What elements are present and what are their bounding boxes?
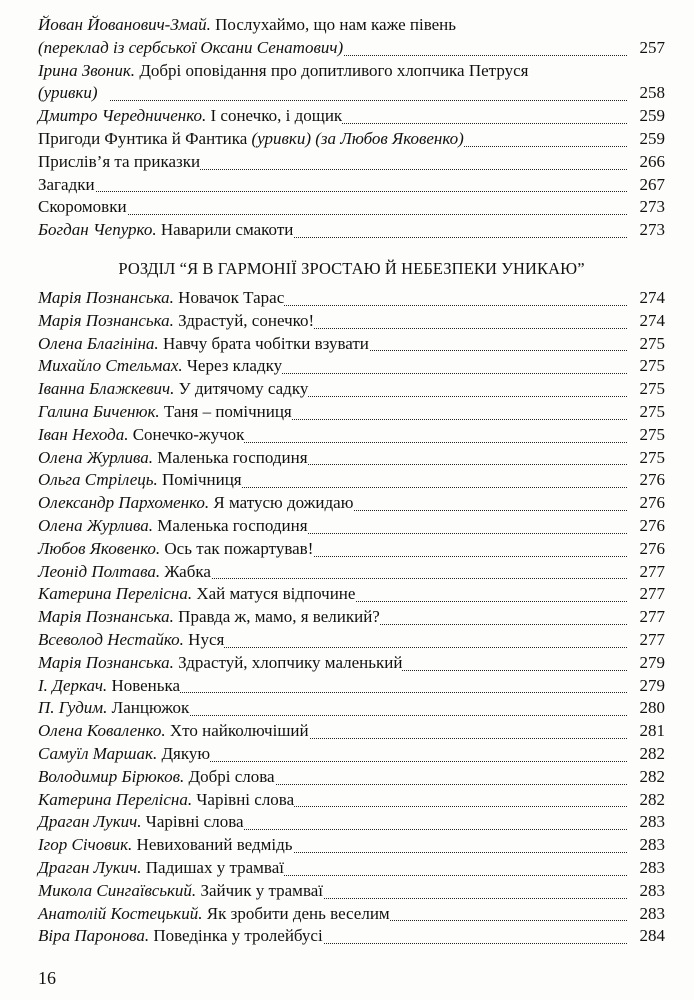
toc-entry	[38, 811, 665, 834]
entry-title: Ланцюжок	[107, 698, 190, 718]
toc-entry	[38, 447, 665, 470]
entry-title: Через кладку	[182, 356, 283, 376]
entry-title: Новенька	[107, 675, 181, 695]
entry-page-number: 275	[640, 424, 666, 447]
entry-text	[38, 720, 623, 743]
toc-entry	[38, 333, 665, 356]
entry-author: Марія Познанська.	[38, 607, 174, 627]
entry-page-number: 283	[640, 857, 666, 880]
entry-text	[38, 424, 623, 447]
toc-entry	[38, 880, 665, 903]
entry-page-number: 283	[640, 880, 666, 903]
entry-author: П. Гудим.	[38, 698, 108, 718]
toc-entry	[38, 492, 665, 515]
entry-title: Наварили смакоти	[156, 220, 294, 240]
entry-title: Чарівні слова	[192, 789, 295, 809]
entry-text	[38, 333, 623, 356]
toc-entry	[38, 401, 665, 424]
entry-title: Загадки	[38, 174, 95, 194]
toc-entry	[38, 743, 665, 766]
entry-page-number: 259	[640, 105, 666, 128]
entry-note: (уривки) (за Любов Яковенко)	[251, 128, 464, 148]
entry-text	[38, 697, 623, 720]
entry-text	[38, 469, 623, 492]
entry-title: Чарівні слова	[141, 812, 244, 832]
entry-page-number: 277	[640, 629, 666, 652]
toc-entry	[38, 355, 665, 378]
entry-text	[38, 675, 623, 698]
toc-entry	[38, 174, 665, 197]
toc-entry	[38, 834, 665, 857]
entry-author: Микола Сингаївський.	[38, 880, 197, 900]
entry-title: У дитячому садку	[174, 379, 309, 399]
toc-entry	[38, 60, 665, 106]
entry-title: Маленька господиня	[153, 447, 308, 467]
entry-page-number: 258	[640, 82, 666, 105]
entry-page-number: 284	[640, 925, 666, 948]
entry-text	[38, 880, 623, 903]
entry-title: Прислів’я та приказки	[38, 151, 201, 171]
entry-title: І сонечко, і дощик	[206, 106, 343, 126]
entry-author: Ірина Звоник.	[38, 60, 136, 80]
entry-title: Жабка	[160, 561, 211, 581]
entry-text	[38, 378, 623, 401]
entry-author: Ольга Стрілець.	[38, 470, 158, 490]
toc-entry	[38, 538, 665, 561]
toc-entry	[38, 515, 665, 538]
entry-author: Любов Яковенко.	[38, 538, 161, 558]
entry-page-number: 279	[640, 675, 666, 698]
entry-author: Марія Познанська.	[38, 288, 174, 307]
entry-page-number: 275	[640, 333, 666, 356]
entry-text	[38, 561, 623, 584]
page-number: 16	[38, 968, 56, 988]
entry-title: Навчу брата чобітки взувати	[158, 333, 369, 353]
entry-author: Марія Познанська.	[38, 652, 174, 672]
entry-author: Віра Паронова.	[38, 926, 150, 946]
entry-author: Олена Благініна.	[38, 333, 159, 353]
entry-title: Ось так пожартував!	[160, 538, 314, 558]
entry-page-number: 275	[640, 378, 666, 401]
entry-author: Катерина Перелісна.	[38, 584, 193, 604]
entry-text	[38, 925, 623, 948]
entry-page-number: 275	[640, 401, 666, 424]
entry-page-number: 276	[640, 538, 666, 561]
entry-text	[38, 14, 623, 60]
entry-page-number: 266	[640, 151, 666, 174]
entry-author: І. Деркач.	[38, 675, 108, 695]
entry-page-number: 280	[640, 697, 666, 720]
entry-author: Йован Йованович-Змай.	[38, 15, 211, 34]
entry-title: Добрі оповідання про допитливого хлопчика Петруся	[135, 60, 529, 80]
toc-entry	[38, 857, 665, 880]
entry-title: Нуся	[183, 629, 225, 649]
entry-title: Здрастуй, хлопчику маленький	[173, 652, 403, 672]
entry-text	[38, 538, 623, 561]
toc-entry	[38, 789, 665, 812]
entry-text	[38, 105, 623, 128]
entry-title: Як зробити день веселим	[202, 903, 390, 923]
entry-title: Помічниця	[157, 470, 242, 490]
entry-page-number: 283	[640, 903, 666, 926]
toc-entry	[38, 14, 665, 60]
entry-author: Драган Лукич.	[38, 812, 142, 832]
entry-title: Маленька господиня	[153, 515, 308, 535]
toc-entry	[38, 219, 665, 242]
entry-page-number: 279	[640, 652, 666, 675]
entry-text	[38, 515, 623, 538]
toc-entry	[38, 128, 665, 151]
entry-page-number: 283	[640, 834, 666, 857]
entry-author: Володимир Бірюков.	[38, 766, 185, 786]
entry-text	[38, 310, 623, 333]
entry-title: Невихований ведмідь	[132, 835, 293, 855]
entry-page-number: 274	[640, 287, 666, 310]
entry-note: (уривки)	[38, 83, 98, 103]
entry-page-number: 276	[640, 515, 666, 538]
entry-author: Катерина Перелісна.	[38, 789, 193, 809]
entry-text	[38, 789, 623, 812]
entry-text	[38, 287, 623, 310]
entry-title: Хай матуся відпочине	[192, 584, 356, 604]
entry-text	[38, 128, 623, 151]
entry-page-number: 273	[640, 196, 666, 219]
entry-text	[38, 401, 623, 424]
entry-text	[38, 743, 623, 766]
toc-entry	[38, 652, 665, 675]
entry-text	[38, 174, 623, 197]
toc-entry	[38, 105, 665, 128]
entry-page-number: 282	[640, 766, 666, 789]
toc-entry	[38, 697, 665, 720]
entry-title: Сонечко-жучок	[128, 424, 245, 444]
entry-text	[38, 811, 623, 834]
entry-title: Скоромовки	[38, 197, 127, 217]
entry-text	[38, 219, 623, 242]
toc-entry	[38, 629, 665, 652]
toc-entry	[38, 378, 665, 401]
entry-author: Дмитро Чередниченко.	[38, 106, 207, 126]
entry-page-number: 273	[640, 219, 666, 242]
entry-title: Падишах у трамваї	[141, 857, 284, 877]
entry-author: Михайло Стельмах.	[38, 356, 183, 376]
toc-entry	[38, 675, 665, 698]
entry-page-number: 282	[640, 789, 666, 812]
entry-author: Олена Коваленко.	[38, 721, 166, 741]
entry-author: Іванна Блажкевич.	[38, 379, 175, 399]
entry-title: Поведінка у тролейбусі	[149, 926, 323, 946]
entry-author: Олена Журлива.	[38, 515, 154, 535]
entry-page-number: 281	[640, 720, 666, 743]
section-title: РОЗДІЛ “Я В ГАРМОНІЇ ЗРОСТАЮ Й НЕБЕЗПЕКИ УНИКАЮ”	[118, 259, 585, 278]
entry-text	[38, 583, 623, 606]
entry-text	[38, 355, 623, 378]
entry-author: Галина Биченюк.	[38, 401, 160, 421]
entry-page-number: 267	[640, 174, 666, 197]
entry-title: Таня – помічниця	[159, 401, 292, 421]
entry-author: Ігор Січовик.	[38, 835, 133, 855]
entry-text	[38, 151, 623, 174]
entry-title: Новачок Тарас	[173, 288, 285, 307]
toc-entry	[38, 925, 665, 948]
entry-author: Всеволод Нестайко.	[38, 629, 184, 649]
entry-text	[38, 834, 623, 857]
entry-title: Я матусю дожидаю	[209, 493, 354, 513]
entry-author: Леонід Полтава.	[38, 561, 161, 581]
entry-title: Зайчик у трамваї	[196, 880, 324, 900]
toc-entry	[38, 606, 665, 629]
entry-title: Хто найколючіший	[165, 721, 309, 741]
entry-page-number: 275	[640, 355, 666, 378]
entry-title: Дякую	[157, 743, 211, 763]
entry-text	[38, 492, 623, 515]
entry-author: Богдан Чепурко.	[38, 220, 157, 240]
entry-title: Послухаймо, що нам каже півень	[210, 15, 457, 34]
toc-entry	[38, 287, 665, 310]
entry-text	[38, 652, 623, 675]
toc-entry	[38, 583, 665, 606]
entry-author: Марія Познанська.	[38, 310, 174, 330]
entry-page-number: 275	[640, 447, 666, 470]
entry-page-number: 276	[640, 492, 666, 515]
toc-entry	[38, 424, 665, 447]
entry-text	[38, 447, 623, 470]
toc-entry	[38, 903, 665, 926]
entry-page-number: 282	[640, 743, 666, 766]
entry-note: (переклад із сербської Оксани Сенатович)	[38, 37, 344, 57]
entry-text	[38, 857, 623, 880]
entry-title: Здрастуй, сонечко!	[173, 310, 315, 330]
toc-entry	[38, 310, 665, 333]
entry-page-number: 277	[640, 561, 666, 584]
toc-list-section	[38, 287, 665, 948]
entry-title: Пригоди Фунтика й Фантика	[38, 128, 252, 148]
toc-entry	[38, 151, 665, 174]
entry-text	[38, 766, 623, 789]
entry-text	[38, 606, 623, 629]
toc-entry	[38, 766, 665, 789]
toc-entry	[38, 720, 665, 743]
entry-author: Анатолій Костецький.	[38, 903, 203, 923]
entry-page-number: 277	[640, 583, 666, 606]
entry-text	[38, 196, 623, 219]
entry-page-number: 276	[640, 469, 666, 492]
entry-title: Добрі слова	[184, 766, 275, 786]
entry-author: Драган Лукич.	[38, 857, 142, 877]
toc-entry	[38, 469, 665, 492]
entry-page-number: 259	[640, 128, 666, 151]
entry-text	[38, 629, 623, 652]
entry-author: Самуїл Маршак.	[38, 743, 158, 763]
entry-author: Олена Журлива.	[38, 447, 154, 467]
entry-page-number: 283	[640, 811, 666, 834]
entry-text	[38, 903, 623, 926]
entry-title: Правда ж, мамо, я великий?	[173, 607, 380, 627]
toc-entry	[38, 561, 665, 584]
toc-entry	[38, 196, 665, 219]
entry-page-number: 277	[640, 606, 666, 629]
entry-page-number: 257	[640, 37, 666, 60]
entry-page-number: 274	[640, 310, 666, 333]
toc-list-top	[38, 14, 665, 242]
entry-author: Олександр Пархоменко.	[38, 493, 210, 513]
entry-author: Іван Нехода.	[38, 424, 129, 444]
entry-text	[38, 60, 623, 106]
